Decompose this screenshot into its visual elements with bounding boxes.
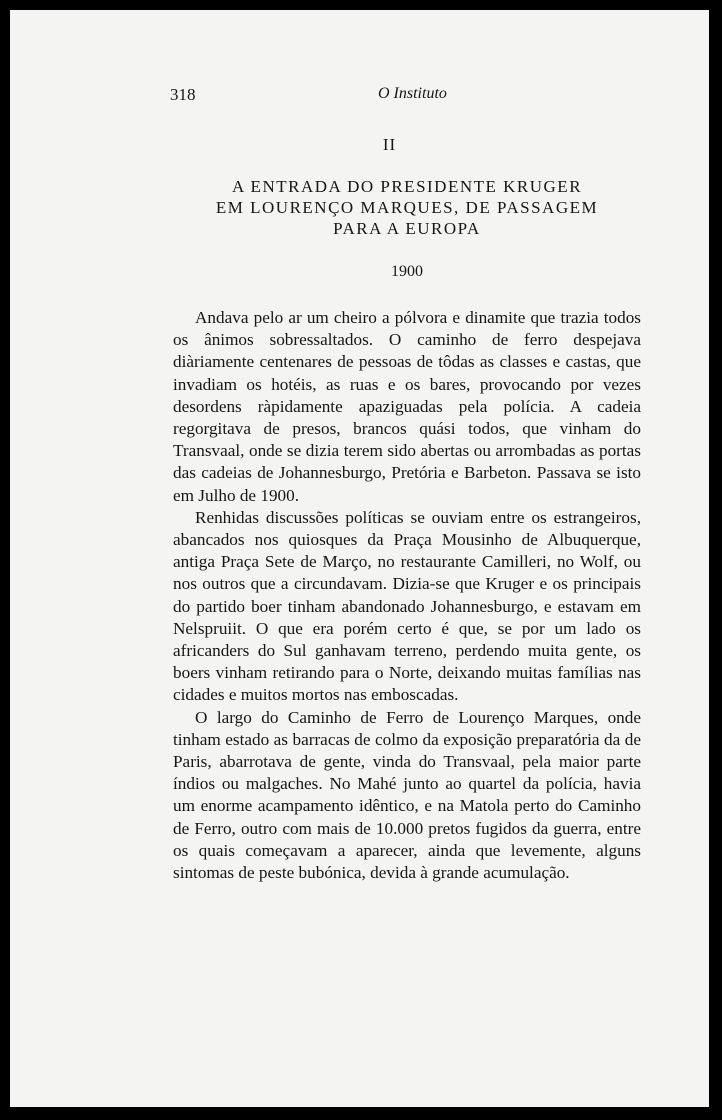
page-number: 318 <box>170 85 196 104</box>
body-text <box>173 307 641 884</box>
chapter-title-line: PARA A EUROPA <box>333 219 481 238</box>
chapter-title-line: EM LOURENÇO MARQUES, DE PASSAGEM <box>215 198 599 217</box>
paragraph: Andava pelo ar um cheiro a pólvora e dinamite que trazia todos os ânimos sobressaltados. O caminho de ferro despejava diàriamente centenares de pessoas de tôdas as classes e castas, que invadiam os hotéis, as ruas e os bares, provocando por vezes desordens ràpidamente apaziguadas pela polícia. A cadeia regorgitava de presos, brancos quási todos, que vinham do Transvaal, onde se dizia terem sido abertas ou arrombadas as portas das cadeias de Johannesburgo, Pretória e Barbeton. Passava se isto em Julho de 1900. <box>173 308 641 505</box>
paragraph: Renhidas discussões políticas se ouviam entre os estrangeiros, abancados nos quiosques da Praça Mousinho de Albuquerque, antiga Praça Sete de Março, no restaurante Camilleri, no Wolf, ou nos outros que a circundavam. Dizia-se que Kruger e os principais do partido boer tinham abandonado Johannesburgo, e estavam em Nelspruiit. O que era porém certo é que, se por um lado os africanders do Sul ganhavam terreno, perdendo muita gente, os boers vinham retirando para o Norte, deixando muitas famílias nas cidades e muitos mortos nas emboscadas. <box>173 507 641 705</box>
page-header <box>170 85 640 107</box>
chapter-title <box>172 176 642 239</box>
section-numeral: II <box>382 135 397 154</box>
chapter-title-line: A ENTRADA DO PRESIDENTE KRUGER <box>231 177 583 196</box>
running-title: O Instituto <box>378 85 447 102</box>
chapter-year: 1900 <box>391 263 423 280</box>
paragraph: O largo do Caminho de Ferro de Lourenço Marques, onde tinham estado as barracas de colmo da exposição preparatória da de Paris, abarrotava de gente, vinda do Transvaal, pela maior parte índios ou malgaches. No Mahé junto ao quartel da polícia, havia um enorme acampamento idêntico, e na Matola perto do Caminho de Ferro, outro com mais de 10.000 pretos fugidos da guerra, entre os quais começavam a aparecer, ainda que levemente, alguns sintomas de peste bubónica, devida à grande acumulação. <box>173 707 641 883</box>
book-page <box>10 10 709 1107</box>
